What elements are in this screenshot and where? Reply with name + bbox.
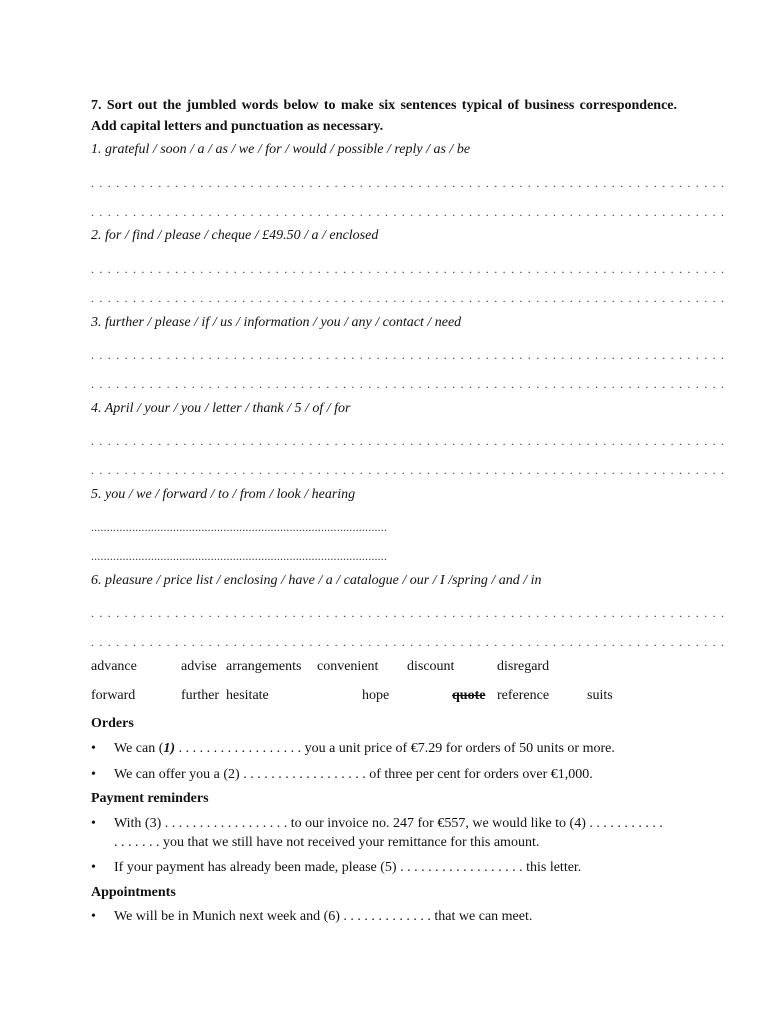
answer-line-5b: .............................................................................................. (91, 549, 388, 563)
word-forward: forward (91, 688, 136, 703)
jumbled-sentence-3: 3. further / please / if / us / information / you / any / contact / need (91, 315, 462, 330)
word-hope: hope (362, 688, 390, 703)
orders-item-1 (114, 740, 615, 758)
word-convenient: convenient (317, 659, 379, 674)
word-arrangements: arrangements (226, 659, 302, 674)
payment-item-1-line-1: With (3) . . . . . . . . . . . . . . . . . . to our invoice no. 247 for €557, we would like to (4) . . . . . . . . . . . (114, 816, 663, 831)
answer-line-6a: . . . . . . . . . . . . . . . . . . . . . . . . . . . . . . . . . . . . . . . . . . . . . . . . . . . . . . . . . . . . . . . . . . . . . . . . . . . . (91, 606, 726, 620)
word-disregard: disregard (497, 659, 550, 674)
heading-appointments: Appointments (91, 885, 176, 900)
heading-payment-reminders: Payment reminders (91, 791, 209, 806)
jumbled-sentence-4: 4. April / your / you / letter / thank / 5 / of / for (91, 401, 351, 416)
appointments-item-1: We will be in Munich next week and (6) . . . . . . . . . . . . . that we can meet. (114, 909, 533, 924)
answer-line-1a: . . . . . . . . . . . . . . . . . . . . . . . . . . . . . . . . . . . . . . . . . . . . . . . . . . . . . . . . . . . . . . . . . . . . . . . . . . . . (91, 176, 726, 190)
bullet-icon: • (91, 909, 96, 924)
jumbled-sentence-2: 2. for / find / please / cheque / £49.50 / a / enclosed (91, 228, 379, 243)
word-advance: advance (91, 659, 137, 674)
orders-item-1-post: . . . . . . . . . . . . . . . . . . you a unit price of €7.29 for orders of 50 units or more. (175, 741, 615, 756)
answer-line-4b: . . . . . . . . . . . . . . . . . . . . . . . . . . . . . . . . . . . . . . . . . . . . . . . . . . . . . . . . . . . . . . . . . . . . . . . . . . . . (91, 463, 726, 477)
answer-line-6b: . . . . . . . . . . . . . . . . . . . . . . . . . . . . . . . . . . . . . . . . . . . . . . . . . . . . . . . . . . . . . . . . . . . . . . . . . . . . (91, 635, 726, 649)
bullet-icon: • (91, 767, 96, 782)
word-hesitate: hesitate (226, 688, 269, 703)
answer-line-2b: . . . . . . . . . . . . . . . . . . . . . . . . . . . . . . . . . . . . . . . . . . . . . . . . . . . . . . . . . . . . . . . . . . . . . . . . . . . . (91, 291, 726, 305)
answer-line-3a: . . . . . . . . . . . . . . . . . . . . . . . . . . . . . . . . . . . . . . . . . . . . . . . . . . . . . . . . . . . . . . . . . . . . . . . . . . . . (91, 348, 726, 362)
answer-line-1b: . . . . . . . . . . . . . . . . . . . . . . . . . . . . . . . . . . . . . . . . . . . . . . . . . . . . . . . . . . . . . . . . . . . . . . . . . . . . (91, 205, 726, 219)
bullet-icon: • (91, 860, 96, 875)
answer-line-2a: . . . . . . . . . . . . . . . . . . . . . . . . . . . . . . . . . . . . . . . . . . . . . . . . . . . . . . . . . . . . . . . . . . . . . . . . . . . . (91, 262, 726, 276)
bullet-icon: • (91, 741, 96, 756)
word-advise: advise (181, 659, 217, 674)
jumbled-sentence-6: 6. pleasure / price list / enclosing / have / a / catalogue / our / I /spring / and / in (91, 573, 542, 588)
answer-line-3b: . . . . . . . . . . . . . . . . . . . . . . . . . . . . . . . . . . . . . . . . . . . . . . . . . . . . . . . . . . . . . . . . . . . . . . . . . . . . (91, 377, 726, 391)
word-quote-struck: quote (452, 688, 486, 703)
answer-line-5a: .............................................................................................. (91, 520, 388, 534)
answer-line-4a: . . . . . . . . . . . . . . . . . . . . . . . . . . . . . . . . . . . . . . . . . . . . . . . . . . . . . . . . . . . . . . . . . . . . . . . . . . . . (91, 434, 726, 448)
orders-item-1-pre: We can ( (114, 741, 164, 756)
bullet-icon: • (91, 816, 96, 831)
word-discount: discount (407, 659, 455, 674)
payment-item-2: If your payment has already been made, please (5) . . . . . . . . . . . . . . . . . . this letter. (114, 860, 582, 875)
exercise-instruction: 7. Sort out the jumbled words below to make six sentences typical of business correspondence. Add capital letters and punctuation as necessary. (91, 98, 677, 134)
word-reference: reference (497, 688, 550, 703)
jumbled-sentence-5: 5. you / we / forward / to / from / look / hearing (91, 487, 356, 502)
orders-item-2: We can offer you a (2) . . . . . . . . . . . . . . . . . . of three per cent for orders over €1,000. (114, 767, 593, 782)
word-further: further (181, 688, 220, 703)
orders-item-1-number: 1) (163, 741, 176, 756)
jumbled-sentence-1: 1. grateful / soon / a / as / we / for / would / possible / reply / as / be (91, 142, 471, 157)
word-suits: suits (587, 688, 613, 703)
heading-orders: Orders (91, 716, 134, 731)
payment-item-1-line-2: . . . . . . . you that we still have not received your remittance for this amount. (114, 835, 540, 850)
